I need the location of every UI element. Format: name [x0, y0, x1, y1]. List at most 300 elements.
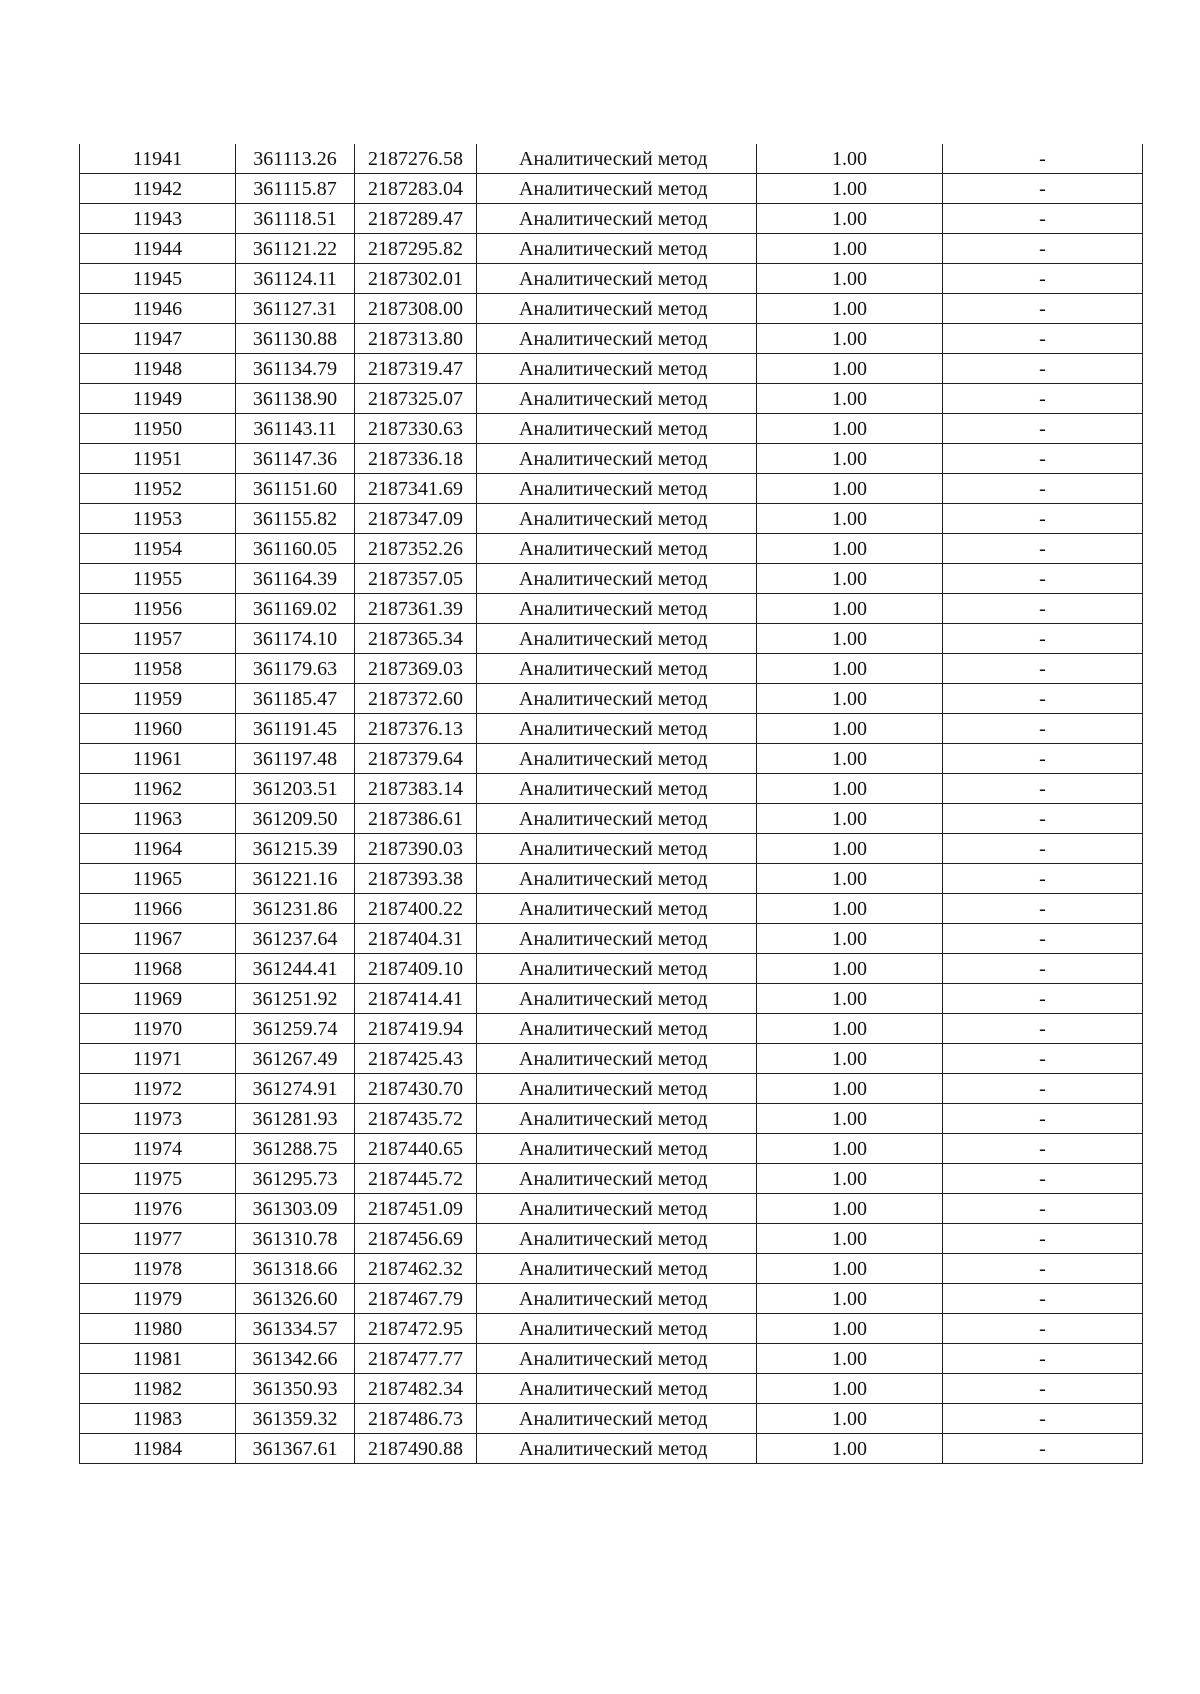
method-cell: Аналитический метод: [477, 1044, 757, 1074]
note-cell: -: [943, 924, 1143, 954]
method-cell: Аналитический метод: [477, 804, 757, 834]
method-cell: Аналитический метод: [477, 1134, 757, 1164]
note-cell: -: [943, 444, 1143, 474]
x-coordinate-cell: 361267.49: [236, 1044, 355, 1074]
accuracy-cell: 1.00: [757, 1104, 943, 1134]
table-row: [80, 654, 1143, 684]
x-coordinate-cell: 361367.61: [236, 1434, 355, 1464]
x-coordinate-cell: 361274.91: [236, 1074, 355, 1104]
point-number-cell: 11981: [80, 1344, 236, 1374]
x-coordinate-cell: 361259.74: [236, 1014, 355, 1044]
note-cell: -: [943, 654, 1143, 684]
x-coordinate-cell: 361244.41: [236, 954, 355, 984]
method-cell: Аналитический метод: [477, 1374, 757, 1404]
note-cell: -: [943, 1014, 1143, 1044]
point-number-cell: 11942: [80, 174, 236, 204]
point-number-cell: 11955: [80, 564, 236, 594]
point-number-cell: 11943: [80, 204, 236, 234]
note-cell: -: [943, 594, 1143, 624]
method-cell: Аналитический метод: [477, 174, 757, 204]
point-number-cell: 11949: [80, 384, 236, 414]
method-cell: Аналитический метод: [477, 234, 757, 264]
note-cell: -: [943, 534, 1143, 564]
point-number-cell: 11959: [80, 684, 236, 714]
accuracy-cell: 1.00: [757, 654, 943, 684]
point-number-cell: 11969: [80, 984, 236, 1014]
point-number-cell: 11945: [80, 264, 236, 294]
y-coordinate-cell: 2187379.64: [355, 744, 477, 774]
accuracy-cell: 1.00: [757, 1044, 943, 1074]
note-cell: -: [943, 1344, 1143, 1374]
y-coordinate-cell: 2187430.70: [355, 1074, 477, 1104]
note-cell: -: [943, 804, 1143, 834]
method-cell: Аналитический метод: [477, 1164, 757, 1194]
table-row: [80, 1074, 1143, 1104]
method-cell: Аналитический метод: [477, 954, 757, 984]
y-coordinate-cell: 2187386.61: [355, 804, 477, 834]
accuracy-cell: 1.00: [757, 264, 943, 294]
y-coordinate-cell: 2187440.65: [355, 1134, 477, 1164]
accuracy-cell: 1.00: [757, 354, 943, 384]
x-coordinate-cell: 361326.60: [236, 1284, 355, 1314]
y-coordinate-cell: 2187336.18: [355, 444, 477, 474]
table-row: [80, 1224, 1143, 1254]
y-coordinate-cell: 2187308.00: [355, 294, 477, 324]
point-number-cell: 11966: [80, 894, 236, 924]
point-number-cell: 11961: [80, 744, 236, 774]
table-row: [80, 264, 1143, 294]
note-cell: -: [943, 504, 1143, 534]
method-cell: Аналитический метод: [477, 384, 757, 414]
accuracy-cell: 1.00: [757, 864, 943, 894]
method-cell: Аналитический метод: [477, 864, 757, 894]
method-cell: Аналитический метод: [477, 924, 757, 954]
x-coordinate-cell: 361209.50: [236, 804, 355, 834]
y-coordinate-cell: 2187383.14: [355, 774, 477, 804]
accuracy-cell: 1.00: [757, 594, 943, 624]
y-coordinate-cell: 2187325.07: [355, 384, 477, 414]
method-cell: Аналитический метод: [477, 354, 757, 384]
note-cell: -: [943, 1074, 1143, 1104]
accuracy-cell: 1.00: [757, 504, 943, 534]
accuracy-cell: 1.00: [757, 144, 943, 174]
table-row: [80, 324, 1143, 354]
accuracy-cell: 1.00: [757, 834, 943, 864]
point-number-cell: 11976: [80, 1194, 236, 1224]
x-coordinate-cell: 361121.22: [236, 234, 355, 264]
note-cell: -: [943, 1194, 1143, 1224]
note-cell: -: [943, 774, 1143, 804]
table-row: [80, 714, 1143, 744]
note-cell: -: [943, 324, 1143, 354]
table-row: [80, 174, 1143, 204]
point-number-cell: 11962: [80, 774, 236, 804]
accuracy-cell: 1.00: [757, 1164, 943, 1194]
accuracy-cell: 1.00: [757, 804, 943, 834]
method-cell: Аналитический метод: [477, 894, 757, 924]
point-number-cell: 11972: [80, 1074, 236, 1104]
point-number-cell: 11951: [80, 444, 236, 474]
y-coordinate-cell: 2187341.69: [355, 474, 477, 504]
note-cell: -: [943, 744, 1143, 774]
note-cell: -: [943, 1164, 1143, 1194]
table-row: [80, 924, 1143, 954]
table-row: [80, 1164, 1143, 1194]
method-cell: Аналитический метод: [477, 1194, 757, 1224]
point-number-cell: 11984: [80, 1434, 236, 1464]
table-row: [80, 864, 1143, 894]
table-row: [80, 1134, 1143, 1164]
point-number-cell: 11973: [80, 1104, 236, 1134]
y-coordinate-cell: 2187456.69: [355, 1224, 477, 1254]
table-row: [80, 1314, 1143, 1344]
y-coordinate-cell: 2187376.13: [355, 714, 477, 744]
x-coordinate-cell: 361174.10: [236, 624, 355, 654]
point-number-cell: 11977: [80, 1224, 236, 1254]
x-coordinate-cell: 361359.32: [236, 1404, 355, 1434]
point-number-cell: 11964: [80, 834, 236, 864]
y-coordinate-cell: 2187419.94: [355, 1014, 477, 1044]
accuracy-cell: 1.00: [757, 1404, 943, 1434]
y-coordinate-cell: 2187477.77: [355, 1344, 477, 1374]
accuracy-cell: 1.00: [757, 1284, 943, 1314]
point-number-cell: 11965: [80, 864, 236, 894]
note-cell: -: [943, 1314, 1143, 1344]
accuracy-cell: 1.00: [757, 444, 943, 474]
table-row: [80, 1344, 1143, 1374]
table-row: [80, 1404, 1143, 1434]
accuracy-cell: 1.00: [757, 894, 943, 924]
y-coordinate-cell: 2187372.60: [355, 684, 477, 714]
x-coordinate-cell: 361342.66: [236, 1344, 355, 1374]
accuracy-cell: 1.00: [757, 1224, 943, 1254]
table-row: [80, 144, 1143, 174]
table-row: [80, 294, 1143, 324]
y-coordinate-cell: 2187467.79: [355, 1284, 477, 1314]
note-cell: -: [943, 864, 1143, 894]
y-coordinate-cell: 2187276.58: [355, 144, 477, 174]
note-cell: -: [943, 1224, 1143, 1254]
accuracy-cell: 1.00: [757, 1074, 943, 1104]
note-cell: -: [943, 984, 1143, 1014]
x-coordinate-cell: 361237.64: [236, 924, 355, 954]
y-coordinate-cell: 2187393.38: [355, 864, 477, 894]
point-number-cell: 11958: [80, 654, 236, 684]
table-row: [80, 624, 1143, 654]
point-number-cell: 11982: [80, 1374, 236, 1404]
note-cell: -: [943, 684, 1143, 714]
table-row: [80, 1284, 1143, 1314]
x-coordinate-cell: 361295.73: [236, 1164, 355, 1194]
table-row: [80, 564, 1143, 594]
table-row: [80, 804, 1143, 834]
note-cell: -: [943, 384, 1143, 414]
note-cell: -: [943, 564, 1143, 594]
y-coordinate-cell: 2187462.32: [355, 1254, 477, 1284]
method-cell: Аналитический метод: [477, 744, 757, 774]
accuracy-cell: 1.00: [757, 1254, 943, 1284]
point-number-cell: 11975: [80, 1164, 236, 1194]
method-cell: Аналитический метод: [477, 714, 757, 744]
accuracy-cell: 1.00: [757, 1314, 943, 1344]
y-coordinate-cell: 2187445.72: [355, 1164, 477, 1194]
method-cell: Аналитический метод: [477, 1014, 757, 1044]
note-cell: -: [943, 1044, 1143, 1074]
point-number-cell: 11947: [80, 324, 236, 354]
y-coordinate-cell: 2187283.04: [355, 174, 477, 204]
method-cell: Аналитический метод: [477, 144, 757, 174]
note-cell: -: [943, 144, 1143, 174]
table-row: [80, 1374, 1143, 1404]
method-cell: Аналитический метод: [477, 1404, 757, 1434]
point-number-cell: 11954: [80, 534, 236, 564]
point-number-cell: 11948: [80, 354, 236, 384]
table-row: [80, 234, 1143, 264]
accuracy-cell: 1.00: [757, 564, 943, 594]
method-cell: Аналитический метод: [477, 1104, 757, 1134]
accuracy-cell: 1.00: [757, 324, 943, 354]
note-cell: -: [943, 1134, 1143, 1164]
x-coordinate-cell: 361155.82: [236, 504, 355, 534]
y-coordinate-cell: 2187400.22: [355, 894, 477, 924]
note-cell: -: [943, 1434, 1143, 1464]
note-cell: -: [943, 1254, 1143, 1284]
y-coordinate-cell: 2187330.63: [355, 414, 477, 444]
note-cell: -: [943, 174, 1143, 204]
coordinates-table: [79, 144, 1143, 1464]
point-number-cell: 11974: [80, 1134, 236, 1164]
note-cell: -: [943, 1104, 1143, 1134]
method-cell: Аналитический метод: [477, 1224, 757, 1254]
x-coordinate-cell: 361334.57: [236, 1314, 355, 1344]
table-row: [80, 1014, 1143, 1044]
y-coordinate-cell: 2187404.31: [355, 924, 477, 954]
y-coordinate-cell: 2187369.03: [355, 654, 477, 684]
y-coordinate-cell: 2187482.34: [355, 1374, 477, 1404]
table-row: [80, 414, 1143, 444]
method-cell: Аналитический метод: [477, 204, 757, 234]
method-cell: Аналитический метод: [477, 624, 757, 654]
method-cell: Аналитический метод: [477, 474, 757, 504]
x-coordinate-cell: 361124.11: [236, 264, 355, 294]
accuracy-cell: 1.00: [757, 234, 943, 264]
y-coordinate-cell: 2187319.47: [355, 354, 477, 384]
method-cell: Аналитический метод: [477, 594, 757, 624]
method-cell: Аналитический метод: [477, 504, 757, 534]
x-coordinate-cell: 361310.78: [236, 1224, 355, 1254]
point-number-cell: 11983: [80, 1404, 236, 1434]
point-number-cell: 11941: [80, 144, 236, 174]
accuracy-cell: 1.00: [757, 624, 943, 654]
note-cell: -: [943, 414, 1143, 444]
point-number-cell: 11944: [80, 234, 236, 264]
accuracy-cell: 1.00: [757, 294, 943, 324]
point-number-cell: 11971: [80, 1044, 236, 1074]
point-number-cell: 11968: [80, 954, 236, 984]
accuracy-cell: 1.00: [757, 204, 943, 234]
x-coordinate-cell: 361303.09: [236, 1194, 355, 1224]
y-coordinate-cell: 2187435.72: [355, 1104, 477, 1134]
method-cell: Аналитический метод: [477, 264, 757, 294]
x-coordinate-cell: 361151.60: [236, 474, 355, 504]
x-coordinate-cell: 361160.05: [236, 534, 355, 564]
point-number-cell: 11980: [80, 1314, 236, 1344]
method-cell: Аналитический метод: [477, 774, 757, 804]
point-number-cell: 11957: [80, 624, 236, 654]
method-cell: Аналитический метод: [477, 414, 757, 444]
table-row: [80, 684, 1143, 714]
method-cell: Аналитический метод: [477, 444, 757, 474]
y-coordinate-cell: 2187390.03: [355, 834, 477, 864]
note-cell: -: [943, 1374, 1143, 1404]
accuracy-cell: 1.00: [757, 1434, 943, 1464]
point-number-cell: 11970: [80, 1014, 236, 1044]
table-row: [80, 954, 1143, 984]
x-coordinate-cell: 361203.51: [236, 774, 355, 804]
accuracy-cell: 1.00: [757, 534, 943, 564]
note-cell: -: [943, 474, 1143, 504]
point-number-cell: 11967: [80, 924, 236, 954]
accuracy-cell: 1.00: [757, 474, 943, 504]
y-coordinate-cell: 2187472.95: [355, 1314, 477, 1344]
method-cell: Аналитический метод: [477, 1074, 757, 1104]
note-cell: -: [943, 204, 1143, 234]
method-cell: Аналитический метод: [477, 834, 757, 864]
table-row: [80, 774, 1143, 804]
table-row: [80, 1434, 1143, 1464]
x-coordinate-cell: 361221.16: [236, 864, 355, 894]
y-coordinate-cell: 2187425.43: [355, 1044, 477, 1074]
table-row: [80, 534, 1143, 564]
note-cell: -: [943, 714, 1143, 744]
x-coordinate-cell: 361281.93: [236, 1104, 355, 1134]
y-coordinate-cell: 2187365.34: [355, 624, 477, 654]
y-coordinate-cell: 2187451.09: [355, 1194, 477, 1224]
accuracy-cell: 1.00: [757, 174, 943, 204]
accuracy-cell: 1.00: [757, 774, 943, 804]
y-coordinate-cell: 2187347.09: [355, 504, 477, 534]
y-coordinate-cell: 2187302.01: [355, 264, 477, 294]
accuracy-cell: 1.00: [757, 954, 943, 984]
x-coordinate-cell: 361179.63: [236, 654, 355, 684]
method-cell: Аналитический метод: [477, 684, 757, 714]
table-row: [80, 444, 1143, 474]
x-coordinate-cell: 361215.39: [236, 834, 355, 864]
accuracy-cell: 1.00: [757, 714, 943, 744]
note-cell: -: [943, 894, 1143, 924]
x-coordinate-cell: 361185.47: [236, 684, 355, 714]
accuracy-cell: 1.00: [757, 1344, 943, 1374]
x-coordinate-cell: 361147.36: [236, 444, 355, 474]
note-cell: -: [943, 234, 1143, 264]
note-cell: -: [943, 354, 1143, 384]
point-number-cell: 11953: [80, 504, 236, 534]
table-row: [80, 474, 1143, 504]
x-coordinate-cell: 361115.87: [236, 174, 355, 204]
y-coordinate-cell: 2187289.47: [355, 204, 477, 234]
table-row: [80, 1044, 1143, 1074]
x-coordinate-cell: 361318.66: [236, 1254, 355, 1284]
method-cell: Аналитический метод: [477, 1284, 757, 1314]
x-coordinate-cell: 361164.39: [236, 564, 355, 594]
accuracy-cell: 1.00: [757, 1134, 943, 1164]
table-row: [80, 594, 1143, 624]
x-coordinate-cell: 361113.26: [236, 144, 355, 174]
method-cell: Аналитический метод: [477, 294, 757, 324]
note-cell: -: [943, 1404, 1143, 1434]
y-coordinate-cell: 2187295.82: [355, 234, 477, 264]
x-coordinate-cell: 361350.93: [236, 1374, 355, 1404]
method-cell: Аналитический метод: [477, 654, 757, 684]
table-row: [80, 1104, 1143, 1134]
accuracy-cell: 1.00: [757, 984, 943, 1014]
x-coordinate-cell: 361191.45: [236, 714, 355, 744]
table-row: [80, 354, 1143, 384]
table-row: [80, 744, 1143, 774]
x-coordinate-cell: 361127.31: [236, 294, 355, 324]
accuracy-cell: 1.00: [757, 384, 943, 414]
table-row: [80, 1254, 1143, 1284]
y-coordinate-cell: 2187486.73: [355, 1404, 477, 1434]
accuracy-cell: 1.00: [757, 414, 943, 444]
accuracy-cell: 1.00: [757, 684, 943, 714]
method-cell: Аналитический метод: [477, 324, 757, 354]
x-coordinate-cell: 361138.90: [236, 384, 355, 414]
point-number-cell: 11956: [80, 594, 236, 624]
accuracy-cell: 1.00: [757, 924, 943, 954]
x-coordinate-cell: 361118.51: [236, 204, 355, 234]
point-number-cell: 11952: [80, 474, 236, 504]
note-cell: -: [943, 624, 1143, 654]
x-coordinate-cell: 361130.88: [236, 324, 355, 354]
method-cell: Аналитический метод: [477, 534, 757, 564]
point-number-cell: 11979: [80, 1284, 236, 1314]
table-row: [80, 984, 1143, 1014]
y-coordinate-cell: 2187414.41: [355, 984, 477, 1014]
y-coordinate-cell: 2187490.88: [355, 1434, 477, 1464]
note-cell: -: [943, 294, 1143, 324]
point-number-cell: 11960: [80, 714, 236, 744]
y-coordinate-cell: 2187313.80: [355, 324, 477, 354]
accuracy-cell: 1.00: [757, 1014, 943, 1044]
y-coordinate-cell: 2187352.26: [355, 534, 477, 564]
point-number-cell: 11978: [80, 1254, 236, 1284]
x-coordinate-cell: 361231.86: [236, 894, 355, 924]
accuracy-cell: 1.00: [757, 744, 943, 774]
accuracy-cell: 1.00: [757, 1194, 943, 1224]
table-row: [80, 384, 1143, 414]
x-coordinate-cell: 361251.92: [236, 984, 355, 1014]
table-row: [80, 204, 1143, 234]
x-coordinate-cell: 361169.02: [236, 594, 355, 624]
method-cell: Аналитический метод: [477, 564, 757, 594]
note-cell: -: [943, 834, 1143, 864]
method-cell: Аналитический метод: [477, 1254, 757, 1284]
table-body: [80, 144, 1143, 1464]
table-row: [80, 834, 1143, 864]
x-coordinate-cell: 361143.11: [236, 414, 355, 444]
x-coordinate-cell: 361288.75: [236, 1134, 355, 1164]
y-coordinate-cell: 2187361.39: [355, 594, 477, 624]
accuracy-cell: 1.00: [757, 1374, 943, 1404]
table-row: [80, 894, 1143, 924]
method-cell: Аналитический метод: [477, 984, 757, 1014]
note-cell: -: [943, 264, 1143, 294]
method-cell: Аналитический метод: [477, 1434, 757, 1464]
note-cell: -: [943, 954, 1143, 984]
x-coordinate-cell: 361134.79: [236, 354, 355, 384]
y-coordinate-cell: 2187357.05: [355, 564, 477, 594]
